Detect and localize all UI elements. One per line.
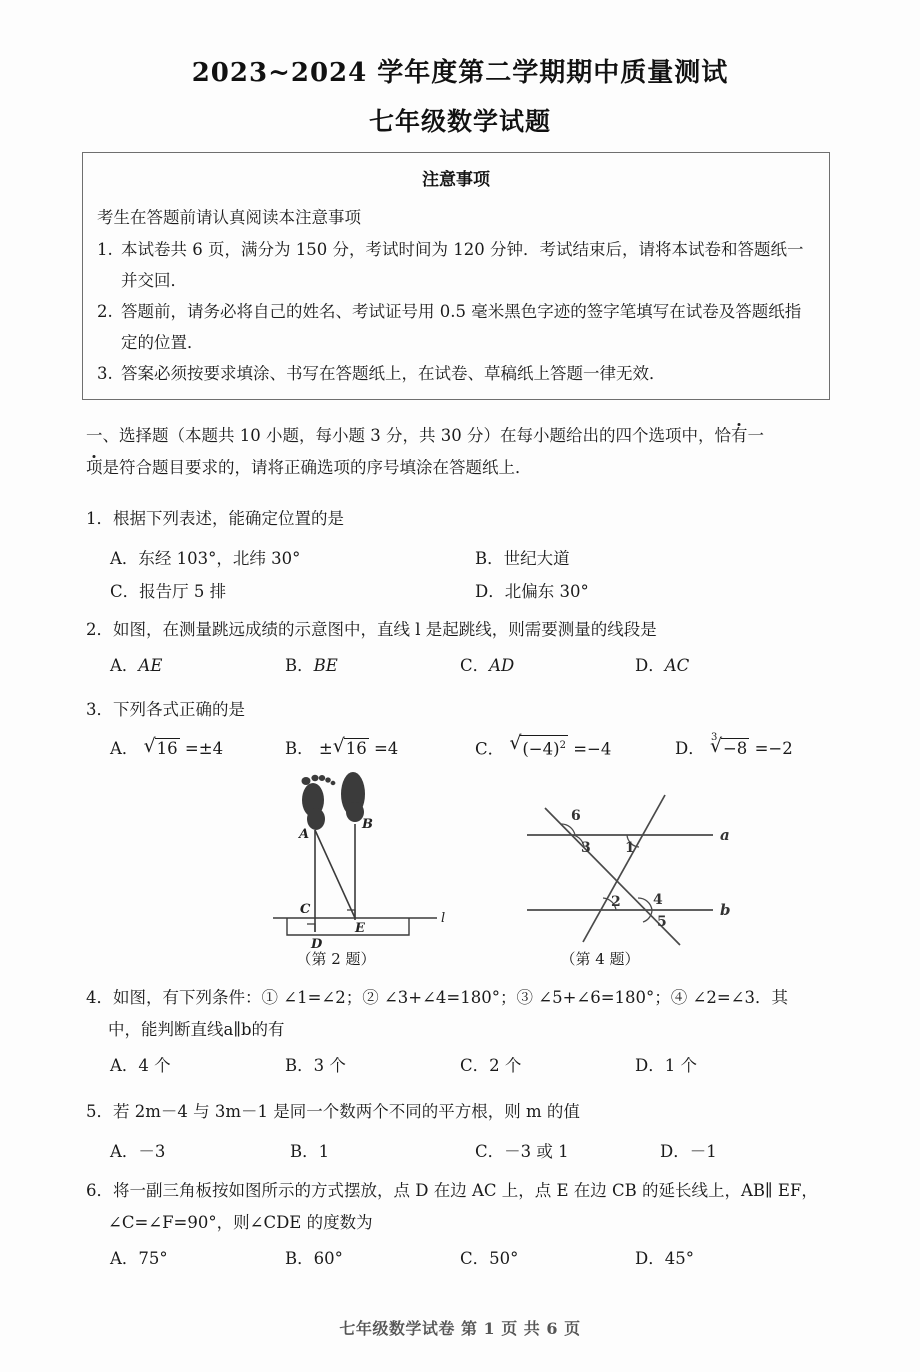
section-heading-emphasis2: 项 — [86, 458, 103, 477]
label-line-b: b — [720, 901, 731, 919]
option-b[interactable]: B．60° — [285, 1249, 343, 1268]
section-heading — [86, 420, 838, 484]
option-d[interactable]: D．北偏东 30° — [475, 582, 589, 601]
option-c[interactable]: C．2 个 — [460, 1056, 522, 1075]
option-c[interactable]: C．报告厅 5 排 — [110, 582, 227, 601]
option-a[interactable]: A．东经 103°，北纬 30° — [110, 549, 301, 568]
question-2-options — [110, 652, 840, 676]
footprint-right-icon — [341, 772, 365, 822]
question-4-options — [110, 1052, 840, 1076]
option-c[interactable]: C．AD — [460, 656, 515, 675]
option-a[interactable]: A．AE — [110, 656, 163, 675]
notice-item — [97, 358, 815, 389]
question-4-stem-line1: 4．如图，有下列条件：① ∠1=∠2；② ∠3+∠4=180°；③ ∠5+∠6=180°；④ ∠2=∠3．其 — [86, 988, 788, 1007]
notice-item-number: 2. — [97, 302, 113, 321]
notice-item-number: 1. — [97, 240, 113, 259]
page-title: 2023~2024 学年度第二学期期中质量测试 — [191, 58, 729, 88]
notice-box — [82, 152, 830, 400]
option-c[interactable]: C．50° — [460, 1249, 519, 1268]
question-1-options-row1 — [110, 545, 840, 569]
figure-long-jump — [265, 772, 465, 952]
option-c[interactable]: C． √ $(-4)^2 =-4$ — [475, 735, 675, 760]
notice-body — [83, 190, 829, 389]
option-b[interactable]: B． ± √ 16 =4 — [285, 735, 475, 760]
sqrt-icon: √ 16 — [144, 738, 180, 759]
option-b[interactable]: B．3 个 — [285, 1056, 346, 1075]
notice-item-number: 3. — [97, 364, 113, 383]
page-subtitle: 七年级数学试题 — [368, 107, 551, 136]
section-heading-emphasis: 恰有一 — [714, 426, 764, 445]
figure-parallel-lines-caption: （第 4 题） — [560, 950, 640, 968]
option-b[interactable]: B．世纪大道 — [475, 549, 570, 568]
question-5-options — [110, 1138, 840, 1162]
option-d[interactable]: D．45° — [635, 1249, 694, 1268]
label-E: E — [355, 921, 365, 936]
label-C: C — [300, 902, 311, 917]
question-4-stem-line2: 中，能判断直线a∥b的有 — [108, 1020, 285, 1039]
question-3-stem: 3．下列各式正确的是 — [86, 700, 245, 719]
cbrt-icon: √ 3 −8 — [710, 738, 749, 759]
option-a[interactable]: A．－3 — [110, 1142, 166, 1161]
page-footer: 七年级数学试卷 第 1 页 共 6 页 — [339, 1319, 581, 1338]
question-4-stem — [86, 982, 838, 1046]
notice-item — [97, 296, 815, 358]
option-b[interactable]: B．1 — [290, 1142, 330, 1161]
notice-item-text: 答案必须按要求填涂、书写在答题纸上，在试卷、草稿纸上答题一律无效． — [121, 364, 666, 383]
notice-item-text: 本试卷共 6 页，满分为 150 分，考试时间为 120 分钟．考试结束后，请将本试卷和答题纸一并交回． — [121, 240, 804, 290]
option-d[interactable]: D．1 个 — [635, 1056, 697, 1075]
angle-label-1: 1 — [625, 840, 635, 856]
figure-parallel-lines — [515, 790, 795, 950]
question-6-stem — [86, 1175, 838, 1239]
figure-long-jump-caption: （第 2 题） — [296, 950, 376, 968]
option-a[interactable]: A．75° — [110, 1249, 168, 1268]
sqrt-icon: √ $(-4)^2$ — [509, 735, 568, 760]
angle-label-3: 3 — [581, 840, 591, 856]
sqrt-icon: √ 16 — [333, 738, 369, 759]
angle-label-4: 4 — [653, 892, 663, 908]
notice-title: 注意事项 — [422, 170, 490, 190]
label-A: A — [299, 827, 310, 842]
option-a[interactable]: A．4 个 — [110, 1056, 171, 1075]
question-2-stem — [86, 614, 838, 646]
section-heading-line1: 一、选择题（本题共 10 小题，每小题 3 分，共 30 分）在每小题给出的四个选项中， — [86, 426, 715, 445]
option-d[interactable]: D． √ 3 −8 =−2 — [675, 735, 840, 760]
question-1-options-row2 — [110, 578, 840, 602]
question-6-options — [110, 1245, 840, 1269]
question-3-options — [110, 732, 840, 760]
notice-item-text: 答题前，请务必将自己的姓名、考试证号用 0.5 毫米黑色字迹的签字笔填写在试卷及答题纸指定的位置． — [121, 302, 802, 352]
figure-long-jump-svg — [265, 772, 465, 952]
angle-label-6: 6 — [571, 808, 581, 824]
notice-item — [97, 234, 815, 296]
notice-lead: 考生在答题前请认真阅读本注意事项 — [97, 208, 361, 227]
question-6-stem-line2: ∠C=∠F=90°，则∠CDE 的度数为 — [108, 1213, 373, 1232]
angle-label-2: 2 — [611, 894, 621, 910]
question-6-stem-line1: 6．将一副三角板按如图所示的方式摆放，点 D 在边 AC 上，点 E 在边 CB 的延长线上，AB∥ EF， — [86, 1181, 818, 1200]
footprint-left-icon — [302, 775, 336, 830]
option-d[interactable]: D．－1 — [660, 1142, 717, 1161]
label-B: B — [362, 817, 373, 832]
option-c[interactable]: C．－3 或 1 — [475, 1142, 569, 1161]
question-2-stem-text: 2．如图，在测量跳远成绩的示意图中，直线 l 是起跳线，则需要测量的线段是 — [86, 620, 657, 639]
question-1-stem: 1．根据下列表述，能确定位置的是 — [86, 509, 344, 528]
option-a[interactable]: A． √ 16 =±4 — [110, 735, 285, 760]
option-b[interactable]: B．BE — [285, 656, 338, 675]
figure-parallel-lines-svg — [515, 790, 795, 950]
section-heading-line2 — [86, 452, 838, 484]
angle-label-5: 5 — [657, 914, 667, 930]
label-D: D — [311, 937, 323, 952]
label-l: l — [441, 911, 446, 926]
label-line-a: a — [720, 826, 730, 844]
question-5-stem: 5．若 2m－4 与 3m－1 是同一个数两个不同的平方根，则 m 的值 — [86, 1102, 580, 1121]
section-heading-line2-rest: 是符合题目要求的，请将正确选项的序号填涂在答题纸上． — [102, 458, 532, 477]
option-d[interactable]: D．AC — [635, 656, 690, 675]
